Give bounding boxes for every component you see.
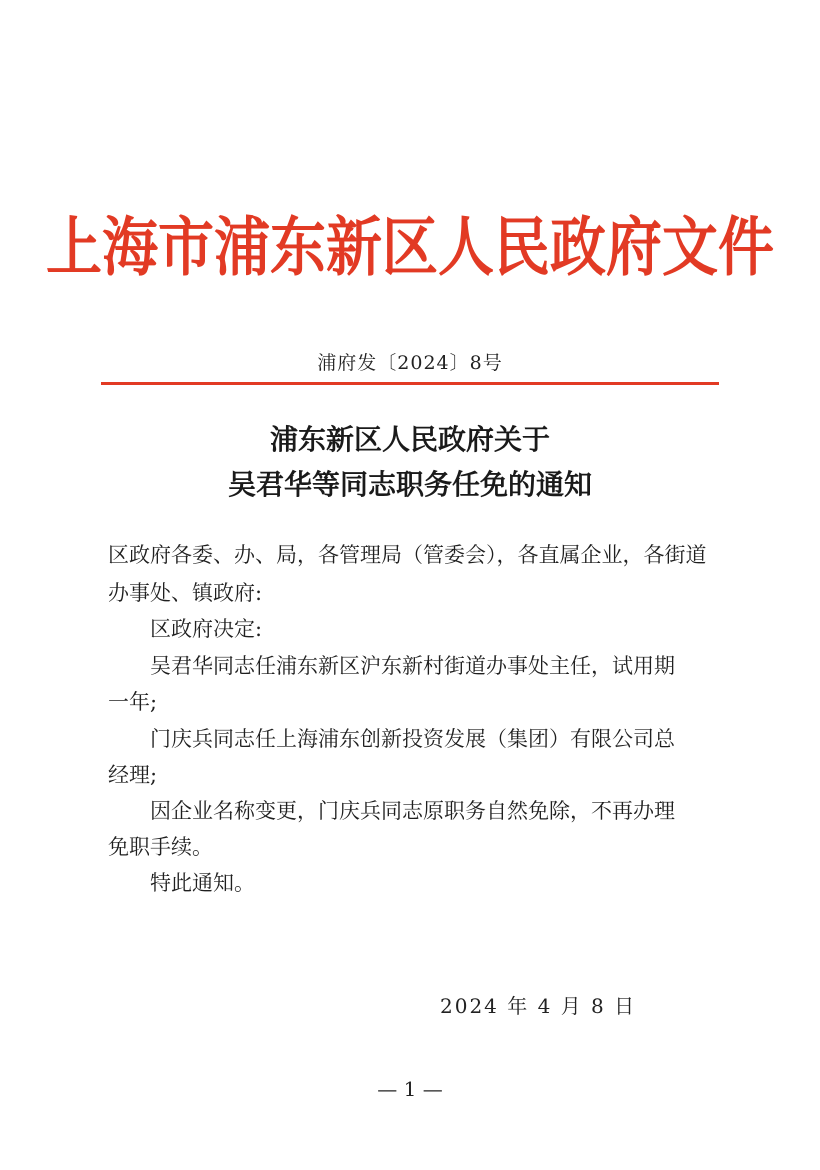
issue-date: 2024 年 4 月 8 日 (440, 994, 637, 1018)
paragraph-appointment-2-line-2: 经理; (108, 763, 158, 787)
addressee-line-2: 办事处、镇政府: (108, 581, 263, 605)
paragraph-appointment-1-line-1: 吴君华同志任浦东新区沪东新村街道办事处主任，试用期 (150, 654, 675, 678)
red-separator-line (101, 382, 719, 385)
paragraph-removal-line-2: 免职手续。 (108, 835, 213, 859)
paragraph-appointment-1-line-2: 一年; (108, 690, 158, 714)
paragraph-removal-line-1: 因企业名称变更，门庆兵同志原职务自然免除，不再办理 (150, 799, 675, 823)
addressee-line-1: 区政府各委、办、局，各管理局（管委会），各直属企业，各街道 (108, 543, 707, 567)
document-number: 浦府发〔2024〕8号 (317, 352, 503, 374)
paragraph-decision: 区政府决定: (150, 617, 263, 641)
page-number: — 1 — (377, 1077, 443, 1101)
paragraph-appointment-2-line-1: 门庆兵同志任上海浦东创新投资发展（集团）有限公司总 (150, 727, 675, 751)
paragraph-closing: 特此通知。 (150, 871, 255, 895)
issuing-authority-title: 上海市浦东新区人民政府文件 (46, 209, 774, 286)
subject-title-line-2: 吴君华等同志职务任免的通知 (227, 468, 592, 501)
subject-title-line-1: 浦东新区人民政府关于 (269, 423, 550, 456)
